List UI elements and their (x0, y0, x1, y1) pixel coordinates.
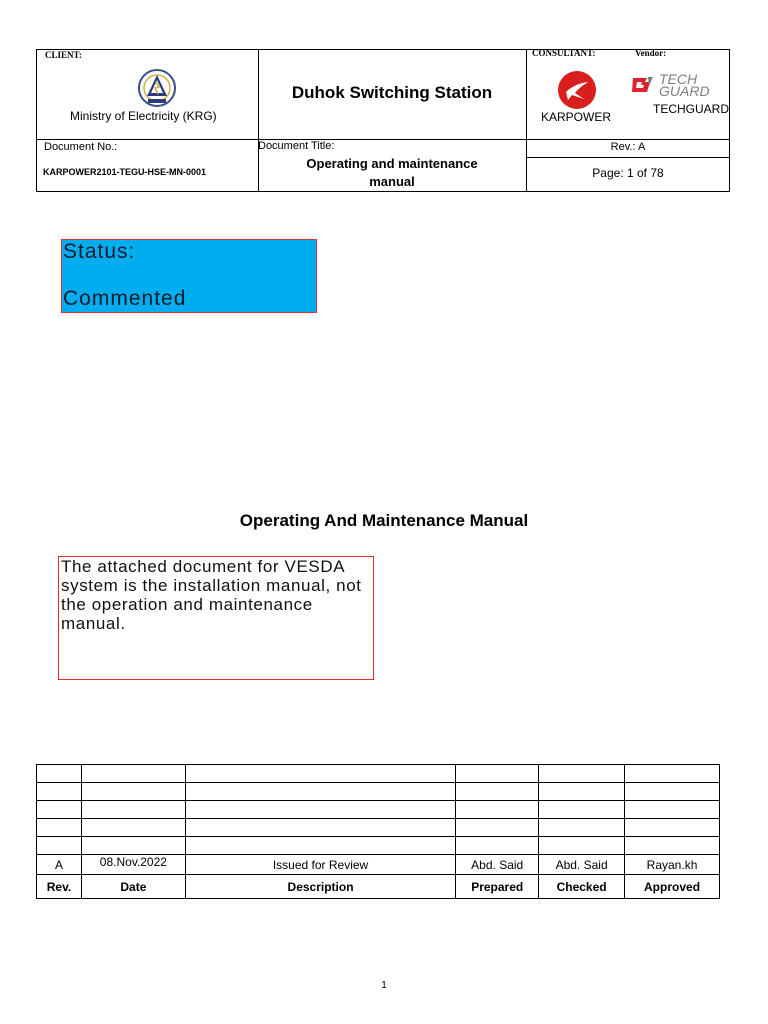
cell-approved: Rayan.kh (625, 855, 720, 875)
doc-title-line2: manual (369, 174, 415, 189)
page-number: 1 (381, 980, 387, 991)
cell-date: 08.Nov.2022 (81, 855, 185, 875)
doc-no-value: KARPOWER2101-TEGU-HSE-MN-0001 (43, 167, 207, 177)
doc-title-label: Document Title: (258, 140, 335, 152)
comment-line: system is the installation manual, not (61, 576, 362, 595)
techguard-logo-mark (630, 74, 654, 96)
rev-label: Rev.: A (610, 141, 646, 153)
client-label: CLIENT: (45, 50, 82, 60)
vendor-name: TECHGUARD (653, 102, 730, 116)
review-comment-box (58, 556, 374, 680)
comment-line: the operation and maintenance (61, 595, 313, 614)
column-header-prepared: Prepared (456, 875, 539, 899)
karpower-logo (557, 70, 597, 110)
table-row-empty (37, 783, 720, 801)
table-header-row (37, 875, 720, 899)
doc-no-label: Document No.: (44, 141, 118, 153)
revision-table (36, 764, 720, 899)
main-title: Operating And Maintenance Manual (239, 511, 529, 530)
cell-checked: Abd. Said (539, 855, 625, 875)
table-row-empty (37, 801, 720, 819)
client-name: Ministry of Electricity (KRG) (70, 109, 217, 123)
column-header-checked: Checked (539, 875, 625, 899)
status-value: Commented (63, 287, 187, 310)
table-row-empty (37, 819, 720, 837)
table-row-empty (37, 837, 720, 855)
techguard-logo-text-2: GUARD (659, 83, 710, 99)
page-label: Page: 1 of 78 (592, 166, 664, 180)
status-label: Status: (63, 240, 136, 263)
comment-line: manual. (61, 614, 126, 633)
comment-line: The attached document for VESDA (61, 557, 346, 576)
doc-title-line1: Operating and maintenance (306, 156, 478, 171)
column-header-rev: Rev. (37, 875, 82, 899)
status-stamp (61, 239, 317, 313)
cell-prepared: Abd. Said (456, 855, 539, 875)
table-row (37, 855, 720, 875)
column-header-date: Date (81, 875, 185, 899)
vendor-label: Vendor: (635, 48, 667, 58)
cell-rev: A (37, 855, 82, 875)
cell-description: Issued for Review (185, 855, 455, 875)
consultant-label: CONSULTANT: (532, 48, 596, 58)
project-title: Duhok Switching Station (291, 83, 493, 102)
consultant-name: KARPOWER (541, 110, 612, 124)
column-header-approved: Approved (625, 875, 720, 899)
techguard-logo-text-1: TECH (659, 71, 698, 87)
column-header-description: Description (185, 875, 455, 899)
review-comment-text (61, 557, 377, 633)
table-row-empty (37, 765, 720, 783)
ministry-logo (134, 66, 180, 110)
